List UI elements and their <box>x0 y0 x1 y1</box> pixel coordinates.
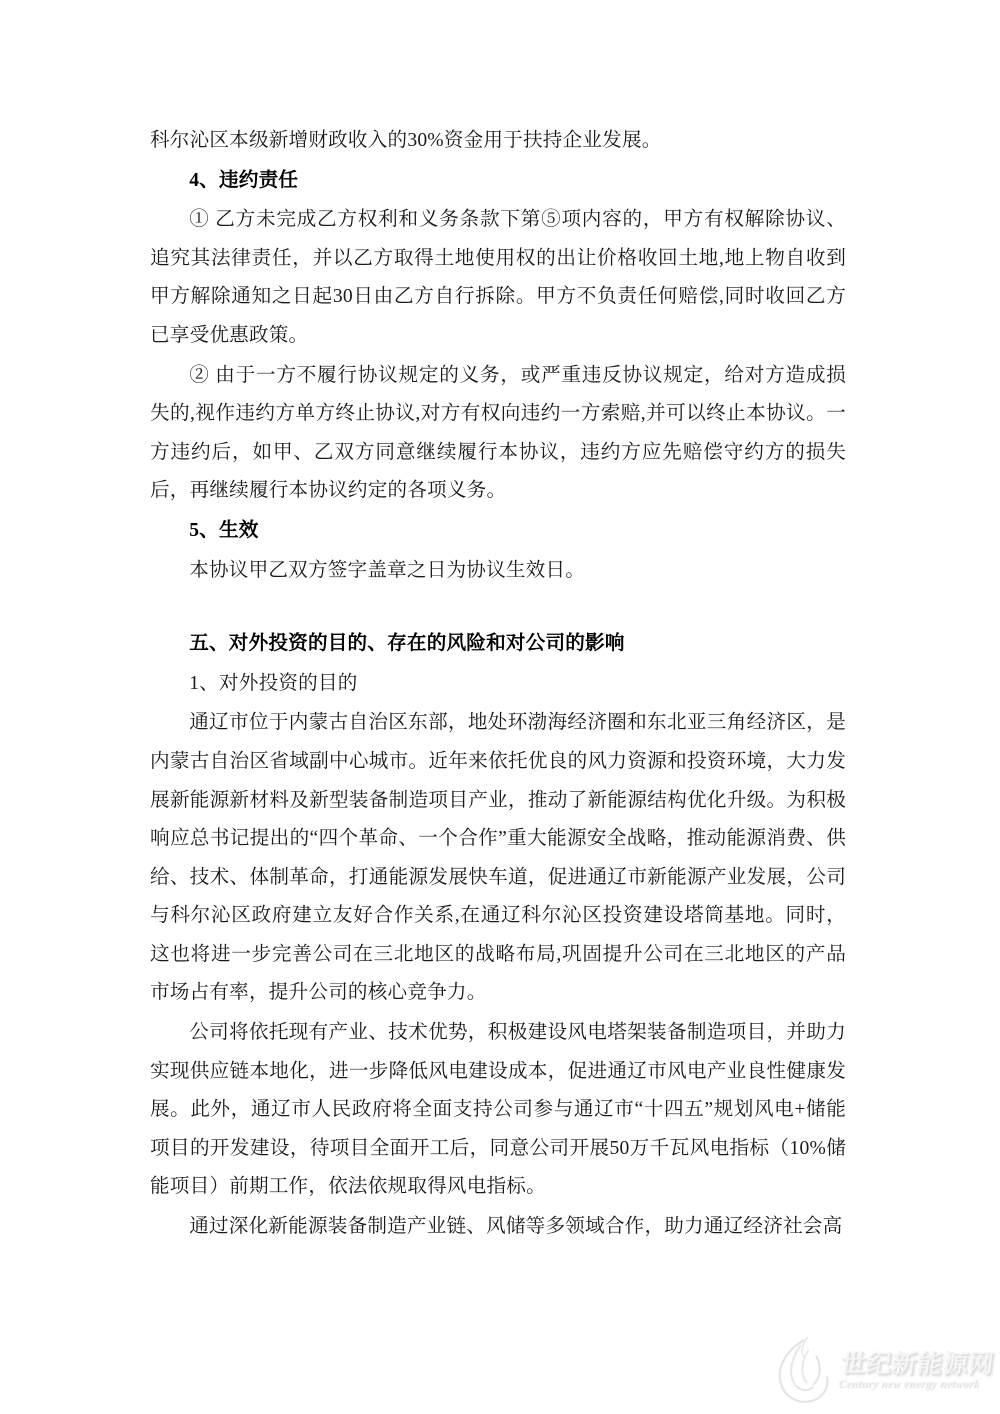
blank-line <box>150 591 846 624</box>
heading-breach-liability: 4、违约责任 <box>189 169 299 191</box>
paragraph-breach-clause-2: ② 由于一方不履行协议规定的义务，或严重违反协议规定，给对方造成损失的,视作违约方单方终止协议,对方有权向违约一方索赔,并可以终止本协议。一方违约后，如甲、乙双方同意继续履行本协议，违约方应先赔偿守约方的损失后，再继续履行本协议约定的各项义务。 <box>150 364 846 502</box>
paragraph-effectiveness: 本协议甲乙双方签字盖章之日为协议生效日。 <box>189 559 586 581</box>
paragraph-fiscal-support: 科尔沁区本级新增财政收入的30%资金用于扶持企业发展。 <box>150 130 662 151</box>
paragraph-investment-purpose-2: 公司将依托现有产业、技术优势，积极建设风电塔架装备制造项目，并助力实现供应链本地化，进一步降低风电建设成本，促进通辽市风电产业良性健康发展。此外，通辽市人民政府将全面支持公司参与通辽市“十四五”规划风电+储能项目的开发建设，待项目全面开工后，同意公司开展50万千瓦风电指标（10%储能项目）前期工作，依法依规取得风电指标。 <box>150 1022 846 1198</box>
flame-logo-icon <box>766 1334 838 1408</box>
watermark-text <box>838 1351 996 1391</box>
paragraph-investment-purpose-1: 通辽市位于内蒙古自治区东部，地处环渤海经济圈和东北亚三角经济区，是内蒙古自治区省域副中心城市。近年来依托优良的风力资源和投资环境，大力发展新能源新材料及新型装备制造项目产业，推动了新能源结构优化升级。为积极响应总书记提出的“四个革命、一个合作”重大能源安全战略，推动能源消费、供给、技术、体制革命，打通能源发展快车道，促进通辽市新能源产业发展，公司与科尔沁区政府建立友好合作关系,在通辽科尔沁区投资建设塔筒基地。同时，这也将进一步完善公司在三北地区的战略布局,巩固提升公司在三北地区的产品市场占有率，提升公司的核心竞争力。 <box>150 712 846 1004</box>
heading-section-five: 五、对外投资的目的、存在的风险和对公司的影响 <box>189 633 625 655</box>
document-content <box>150 121 846 1248</box>
watermark <box>766 1334 996 1408</box>
heading-effectiveness: 5、生效 <box>189 519 259 541</box>
watermark-title-cn: 世纪新能源网 <box>839 1351 996 1378</box>
paragraph-breach-clause-1: ① 乙方未完成乙方权利和义务条款下第⑤项内容的，甲方有权解除协议、追究其法律责任，并以乙方取得土地使用权的出让价格收回土地,地上物自收到甲方解除通知之日起30日由乙方自行拆除。甲方不负责任何赔偿,同时收回乙方已享受优惠政策。 <box>150 209 846 346</box>
subheading-investment-purpose: 1、对外投资的目的 <box>189 672 358 694</box>
paragraph-investment-purpose-3: 通过深化新能源装备制造产业链、风储等多领域合作，助力通辽经济社会高 <box>189 1216 843 1238</box>
watermark-title-en: Century new energy network <box>837 1378 981 1390</box>
